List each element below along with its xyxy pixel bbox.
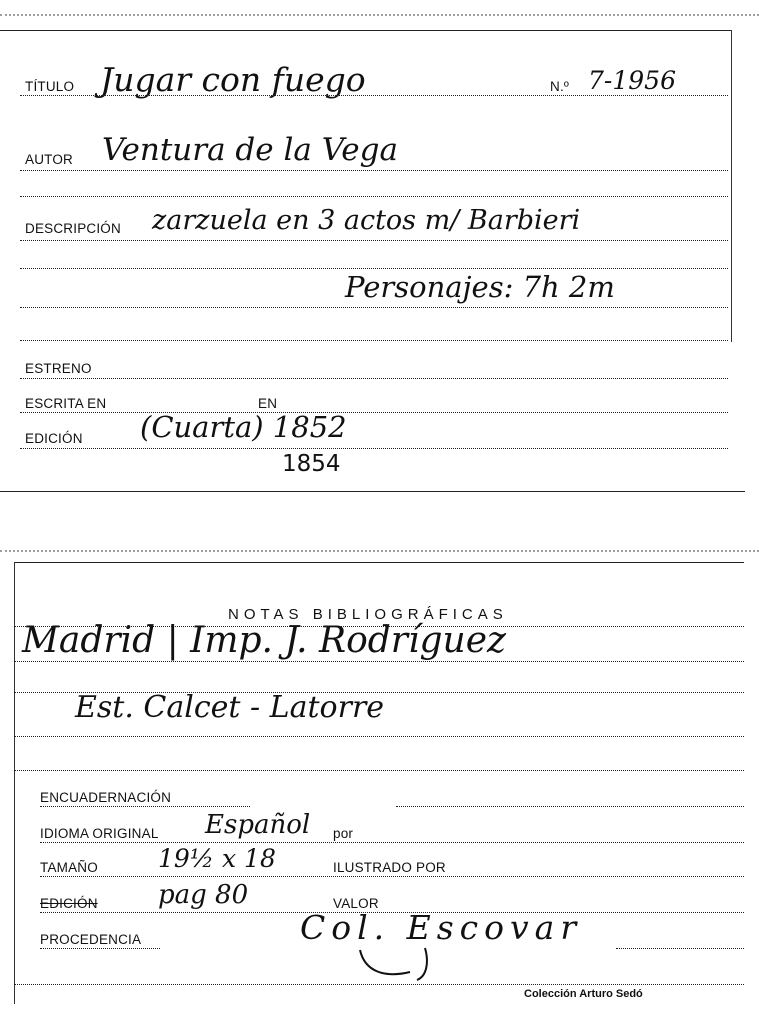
catalog-card-top bbox=[0, 0, 759, 500]
autor-label: AUTOR bbox=[25, 152, 74, 167]
desc-line-2 bbox=[20, 268, 728, 269]
idioma-value: Español bbox=[205, 810, 311, 840]
idioma-original-label: IDIOMA ORIGINAL bbox=[40, 826, 159, 841]
edicion-label: EDICIÓN bbox=[25, 431, 83, 446]
autor-value: Ventura de la Vega bbox=[102, 132, 398, 168]
ilustrado-por-label: ILUSTRADO POR bbox=[333, 860, 446, 875]
numero-value: 7-1956 bbox=[588, 66, 676, 95]
escrita-line bbox=[20, 412, 728, 413]
titulo-label: TÍTULO bbox=[25, 79, 75, 94]
titulo-line bbox=[20, 95, 728, 96]
coleccion-footer: Colección Arturo Sedó bbox=[524, 988, 643, 1000]
procedencia-label: PROCEDENCIA bbox=[40, 932, 142, 947]
card-bottom-edge bbox=[0, 491, 745, 492]
notes-line-4 bbox=[14, 770, 744, 771]
desc-line-3 bbox=[20, 307, 728, 308]
notes-line2-value: Est. Calcet - Latorre bbox=[75, 690, 385, 725]
edicion-value: (Cuarta) 1852 bbox=[140, 410, 347, 444]
en-label: EN bbox=[258, 396, 278, 411]
notes-line-1 bbox=[14, 661, 744, 662]
notes-bottom-line bbox=[14, 984, 744, 985]
procedencia-line bbox=[40, 948, 160, 949]
encuadernacion-line-right bbox=[396, 806, 744, 807]
escrita-en-label: ESCRITA EN bbox=[25, 396, 107, 411]
procedencia-line-right bbox=[616, 948, 744, 949]
tamano-label: TAMAÑO bbox=[40, 860, 98, 875]
personajes-value: Personajes: 7h 2m bbox=[345, 270, 615, 304]
por-label: por bbox=[333, 826, 354, 841]
tamano-value: 19½ x 18 bbox=[158, 844, 276, 873]
notes-line-3 bbox=[14, 736, 744, 737]
desc-line-0 bbox=[20, 196, 728, 197]
edicion-value-2: pag 80 bbox=[158, 880, 249, 910]
descripcion-value: zarzuela en 3 actos m/ Barbieri bbox=[152, 205, 581, 236]
estreno-line bbox=[20, 378, 728, 379]
card-top-edge bbox=[0, 30, 731, 31]
card2-top-edge bbox=[14, 562, 744, 563]
notas-heading: NOTAS BIBLIOGRÁFICAS bbox=[228, 606, 508, 623]
card2-left-edge bbox=[14, 562, 15, 1004]
desc-line-4 bbox=[20, 340, 728, 341]
catalog-card-bottom bbox=[0, 540, 759, 1028]
encuadernacion-line bbox=[40, 806, 250, 807]
scan-speckle-bottom bbox=[0, 550, 759, 556]
tamano-line bbox=[40, 876, 744, 877]
procedencia-value: Col. Escovar bbox=[300, 908, 583, 947]
numero-label: N.º bbox=[550, 79, 570, 94]
descripcion-label: DESCRIPCIÓN bbox=[25, 221, 121, 236]
idioma-line bbox=[40, 842, 744, 843]
edicion-label-2: EDICIÓN bbox=[40, 896, 98, 911]
edicion-line bbox=[20, 448, 728, 449]
card-right-edge bbox=[731, 30, 732, 342]
notes-line1-value: Madrid | Imp. J. Rodríguez bbox=[22, 620, 507, 661]
edicion-year-correction: 1854 bbox=[282, 451, 341, 477]
scan-speckle-top bbox=[0, 14, 759, 20]
encuadernacion-label: ENCUADERNACIÓN bbox=[40, 790, 172, 805]
valor-label: VALOR bbox=[333, 896, 379, 911]
estreno-label: ESTRENO bbox=[25, 361, 92, 376]
desc-line-1 bbox=[20, 240, 728, 241]
titulo-value: Jugar con fuego bbox=[100, 60, 366, 99]
autor-line bbox=[20, 170, 728, 171]
handwritten-flourish bbox=[355, 942, 445, 982]
